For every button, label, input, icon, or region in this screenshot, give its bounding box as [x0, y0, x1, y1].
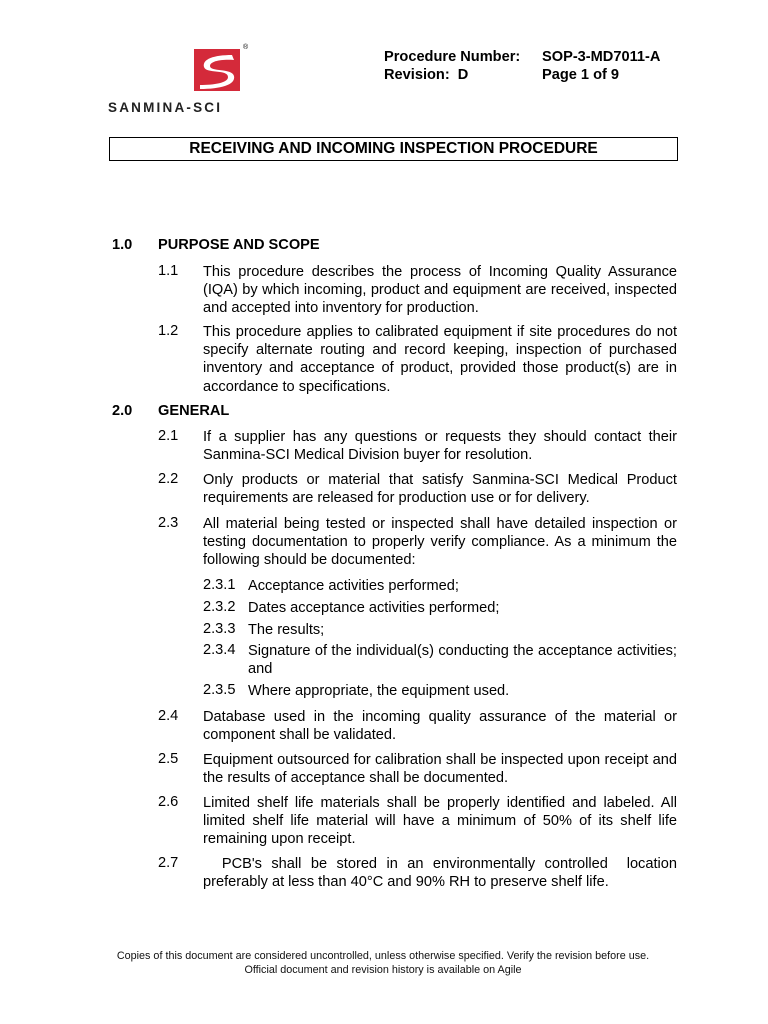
section-title: GENERAL [158, 403, 230, 419]
subitem-number: 2.3.5 [203, 682, 236, 698]
item-number: 2.5 [158, 751, 179, 767]
subitem-text: Acceptance activities performed; [248, 578, 459, 594]
item-text: Equipment outsourced for calibration shall be inspected upon receipt and the results of acceptance shall be documented. [203, 752, 677, 787]
registered-mark: ® [243, 44, 249, 51]
subitem-number: 2.3.2 [203, 599, 236, 615]
item-text: PCB's shall be stored in an environmentally controlled location preferably at less than 40°C and 90% RH to preserve shelf life. [203, 856, 682, 891]
item-number: 2.3 [158, 515, 179, 531]
section-title: PURPOSE AND SCOPE [158, 237, 320, 253]
footer [0, 950, 768, 977]
footer-disclaimer: Copies of this document are considered uncontrolled, unless otherwise specified. Verify the revision before use. [116, 950, 650, 962]
item-number: 1.1 [158, 263, 179, 279]
footer-agile-note: Official document and revision history is available on Agile [244, 963, 522, 976]
subitem-text: Signature of the individual(s) conducting the acceptance activities; and [248, 643, 677, 678]
subitem-number: 2.3.4 [203, 642, 236, 658]
item-number: 2.6 [158, 794, 179, 810]
item-text: Only products or material that satisfy Sanmina-SCI Medical Product requirements are released for production use or for delivery. [203, 472, 677, 507]
sanmina-logo-icon [192, 47, 242, 93]
subitem-number: 2.3.1 [203, 577, 236, 593]
subitem-text: Dates acceptance activities performed; [248, 600, 500, 616]
item-number: 2.4 [158, 708, 179, 724]
item-text: If a supplier has any questions or requests they should contact their Sanmina-SCI Medical Division buyer for resolution. [203, 429, 677, 464]
item-number: 2.1 [158, 428, 179, 444]
item-text: This procedure describes the process of Incoming Quality Assurance (IQA) by which incoming, product and equipment are received, inspected and accepted into inventory for production. [203, 264, 677, 317]
item-text: This procedure applies to calibrated equipment if site procedures do not specify alternate routing and record keeping, inspection of purchased inventory and acceptance of product, provided those product(s) are in accordance to specifications. [203, 324, 677, 395]
page-number: Page 1 of 9 [542, 67, 620, 83]
section-number: 1.0 [112, 237, 133, 253]
item-number: 2.7 [158, 855, 179, 871]
subitem-text: The results; [248, 622, 325, 638]
section-number: 2.0 [112, 403, 133, 419]
company-name: SANMINA-SCI [108, 100, 223, 115]
item-number: 1.2 [158, 323, 179, 339]
document-title: RECEIVING AND INCOMING INSPECTION PROCEDURE [109, 137, 678, 161]
item-text: Limited shelf life materials shall be properly identified and labeled. All limited shelf life material will have a minimum of 50% of its shelf life remaining upon receipt. [203, 795, 677, 848]
procedure-number-value: SOP-3-MD7011-A [542, 49, 661, 65]
revision-label: Revision: D [384, 67, 469, 83]
subitem-text: Where appropriate, the equipment used. [248, 683, 510, 699]
item-text: All material being tested or inspected shall have detailed inspection or testing documentation to properly verify compliance. As a minimum the following should be documented: [203, 516, 677, 569]
item-number: 2.2 [158, 471, 179, 487]
subitem-number: 2.3.3 [203, 621, 236, 637]
procedure-number-label: Procedure Number: [384, 49, 521, 65]
item-text: Database used in the incoming quality assurance of the material or component shall be validated. [203, 709, 677, 744]
